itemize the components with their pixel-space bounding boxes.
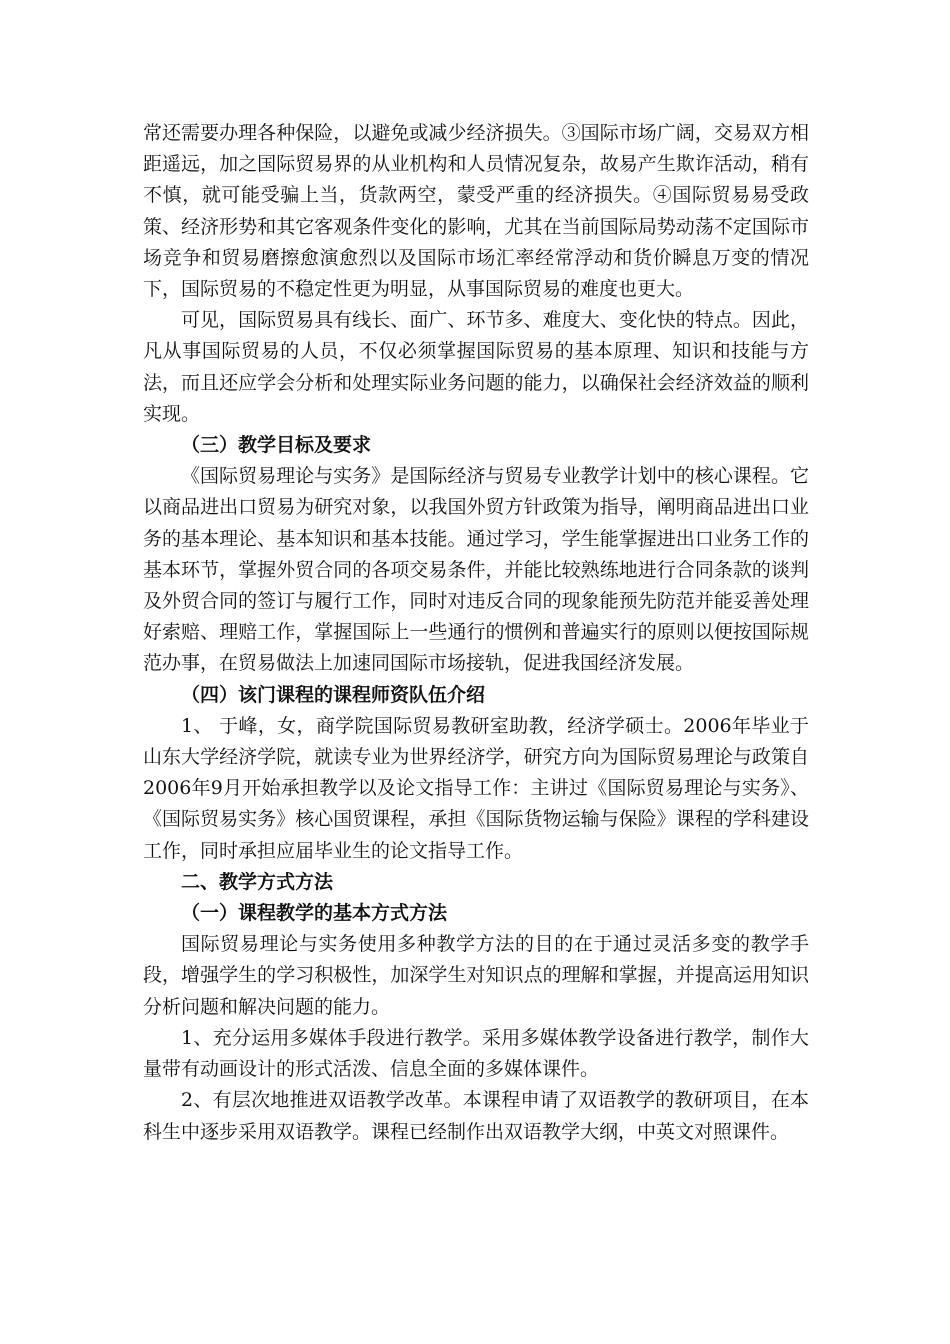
heading-basic-methods: （一）课程教学的基本方式方法 bbox=[181, 902, 448, 925]
document-body bbox=[143, 118, 809, 1148]
heading-teaching-goals: （三）教学目标及要求 bbox=[181, 434, 372, 457]
paragraph-methods-purpose: 国际贸易理论与实务使用多种教学方法的目的在于通过灵活多变的教学手段，增强学生的学习积极性，加深学生对知识点的理解和掌握，并提高运用知识分析问题和解决问题的能力。 bbox=[143, 933, 809, 1018]
paragraph-bilingual: 2、有层次地推进双语教学改革。本课程申请了双语教学的教研项目，在本科生中逐步采用双语教学。课程已经制作出双语教学大纲，中英文对照课件。 bbox=[143, 1089, 809, 1143]
paragraph-multimedia: 1、充分运用多媒体手段进行教学。采用多媒体教学设备进行教学，制作大量带有动画设计的形式活泼、信息全面的多媒体课件。 bbox=[143, 1026, 809, 1081]
paragraph-risks: 常还需要办理各种保险，以避免或减少经济损失。③国际市场广阔，交易双方相距遥远，加之国际贸易界的从业机构和人员情况复杂，故易产生欺诈活动，稍有不慎，就可能受骗上当，货款两空，蒙受严重的经济损失。④国际贸易易受政策、经济形势和其它客观条件变化的影响，尤其在当前国际局势动荡不定国际市场竞争和贸易磨擦愈演愈烈以及国际市场汇率经常浮动和货价瞬息万变的情况下，国际贸易的不稳定性更为明显，从事国际贸易的难度也更大。 bbox=[143, 122, 809, 301]
paragraph-course-description: 《国际贸易理论与实务》是国际经济与贸易专业教学计划中的核心课程。它以商品进出口贸易为研究对象，以我国外贸方针政策为指导，阐明商品进出口业务的基本理论、基本知识和基本技能。通过学习，学生能掌握进出口业务工作的基本环节，掌握外贸合同的各项交易条件，并能比较熟练地进行合同条款的谈判及外贸合同的签订与履行工作，同时对违反合同的现象能预先防范并能妥善处理好索赔、理赔工作，掌握国际上一些通行的惯例和普遍实行的原则以便按国际规范办事，在贸易做法上加速同国际市场接轨，促进我国经济发展。 bbox=[143, 465, 809, 675]
heading-teaching-methods: 二、教学方式方法 bbox=[181, 870, 334, 893]
paragraph-characteristics: 可见，国际贸易具有线长、面广、环节多、难度大、变化快的特点。因此，凡从事国际贸易的人员，不仅必须掌握国际贸易的基本原理、知识和技能与方法，而且还应学会分析和处理实际业务问题的能力，以确保社会经济效益的顺利实现。 bbox=[143, 309, 809, 425]
paragraph-teacher-profile: 1、 于峰，女，商学院国际贸易教研室助教，经济学硕士。2006年毕业于山东大学经济学院，就读专业为世界经济学，研究方向为国际贸易理论与政策自2006年9月开始承担教学以及论文指导工作：主讲过《国际贸易理论与实务》、《国际贸易实务》核心国贸课程，承担《国际货物运输与保险》课程的学科建设工作，同时承担应届毕业生的论文指导工作。 bbox=[143, 714, 809, 862]
heading-teaching-staff: （四）该门课程的课程师资队伍介绍 bbox=[181, 683, 486, 706]
